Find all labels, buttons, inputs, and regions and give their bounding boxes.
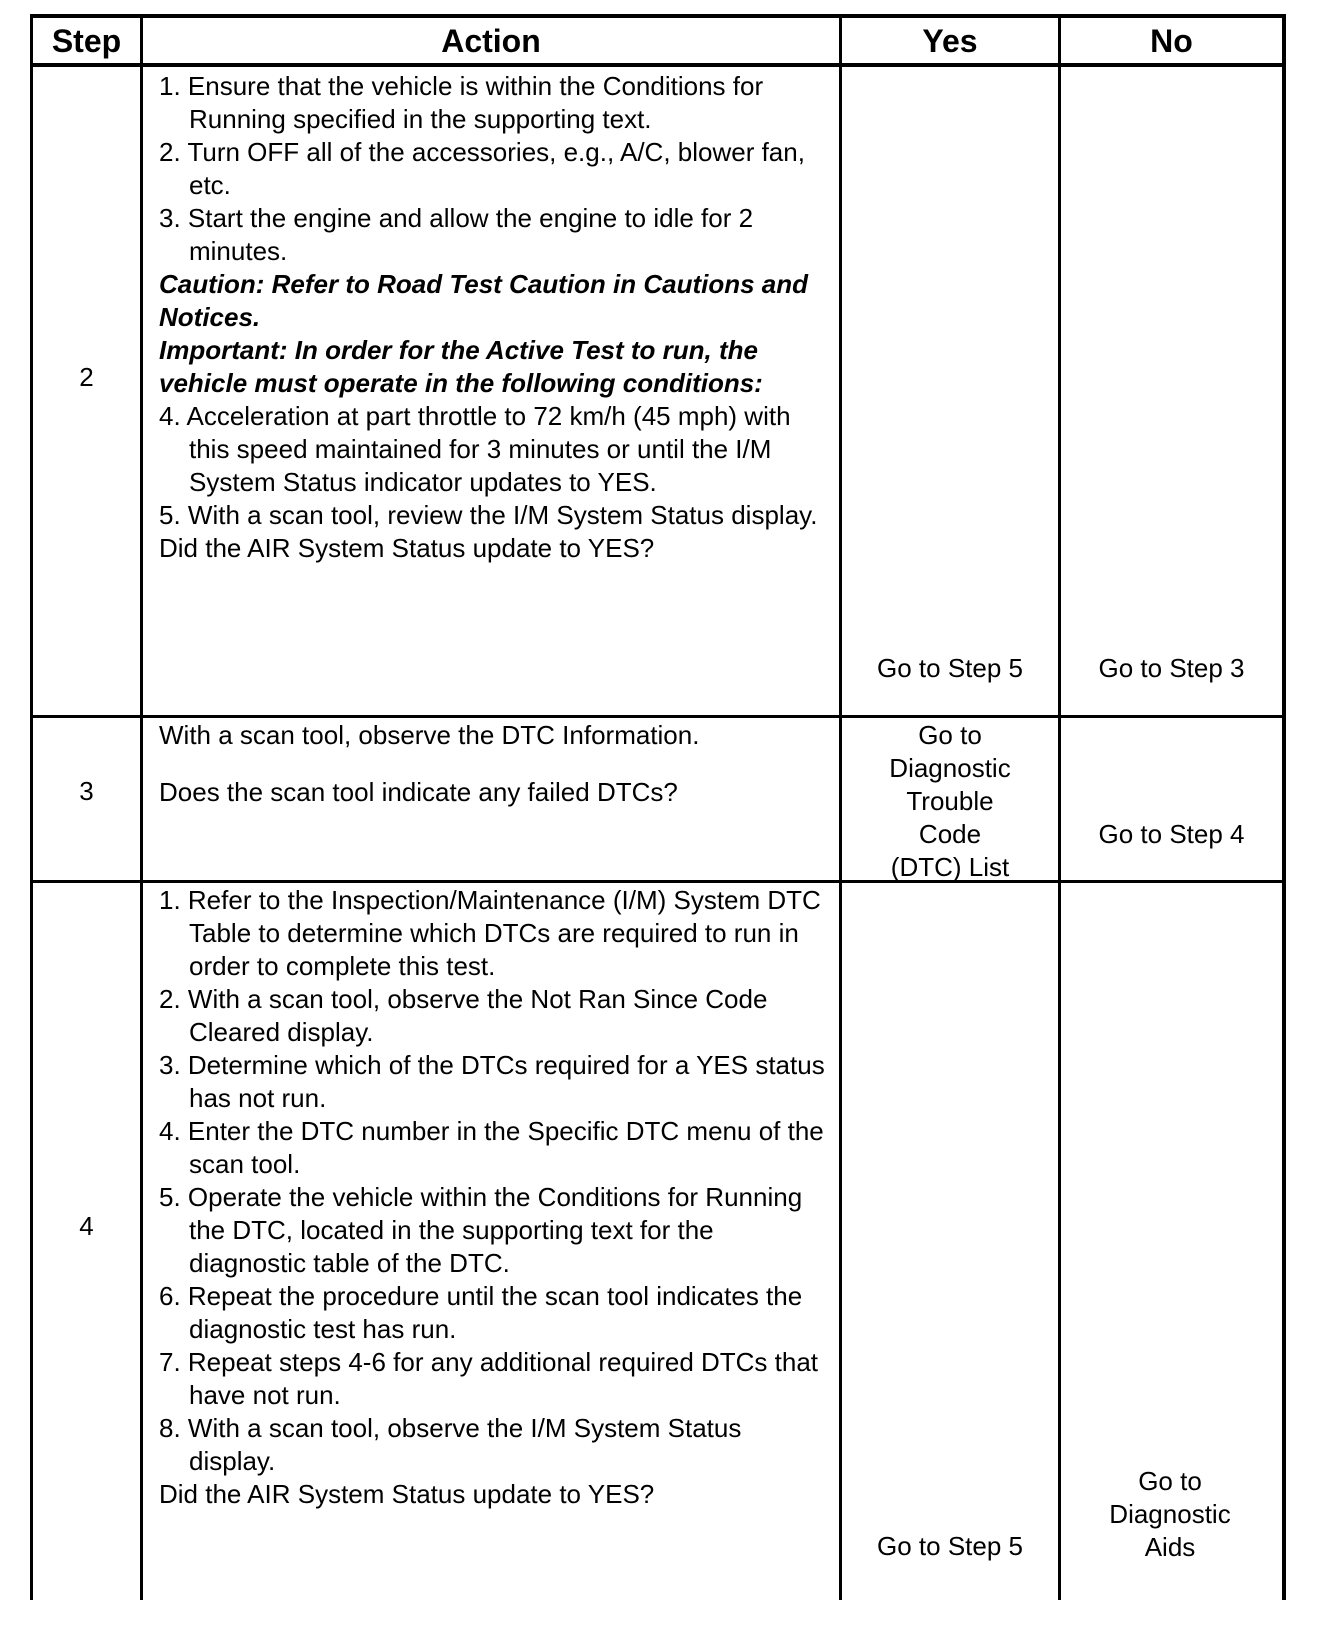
question: Did the AIR System Status update to YES?	[159, 533, 655, 563]
list-item: 4. Acceleration at part throttle to 72 km/h (45 mph) with this speed maintained for 3 minutes or until the I/M System Status indicator updates to YES.	[159, 401, 791, 497]
table-border-left	[30, 14, 33, 1600]
header-action: Action	[441, 23, 541, 59]
list-item: 6. Repeat the procedure until the scan tool indicates the diagnostic test has run.	[159, 1281, 803, 1344]
row-divider	[30, 880, 1286, 883]
yes-result: Go to Step 5	[877, 653, 1023, 683]
list-item: 1. Refer to the Inspection/Maintenance (I/M) System DTC Table to determine which DTCs are required to run in order to complete this test.	[159, 885, 821, 981]
list-item: 1. Ensure that the vehicle is within the Conditions for Running specified in the supporting text.	[159, 71, 764, 134]
caution-note: Caution: Refer to Road Test Caution in Cautions and Notices.	[159, 269, 809, 332]
step-number: 2	[79, 362, 94, 392]
row-divider	[30, 715, 1286, 718]
yes-result: Go to Diagnostic Trouble Code (DTC) List	[889, 720, 1011, 882]
list-item: 2. With a scan tool, observe the Not Ran Since Code Cleared display.	[159, 984, 768, 1047]
column-divider	[1058, 14, 1061, 1600]
list-item: 4. Enter the DTC number in the Specific DTC menu of the scan tool.	[159, 1116, 824, 1179]
important-note: Important: In order for the Active Test to run, the vehicle must operate in the following conditions:	[159, 335, 763, 398]
yes-result: Go to Step 5	[877, 1531, 1023, 1561]
list-item: 2. Turn OFF all of the accessories, e.g., A/C, blower fan, etc.	[159, 137, 805, 200]
column-divider	[839, 14, 842, 1600]
list-item: 8. With a scan tool, observe the I/M System Status display.	[159, 1413, 742, 1476]
list-item: 5. With a scan tool, review the I/M System Status display.	[159, 500, 818, 530]
list-item: 7. Repeat steps 4-6 for any additional required DTCs that have not run.	[159, 1347, 819, 1410]
action-cell	[143, 719, 839, 809]
header-divider	[30, 63, 1286, 67]
action-line: With a scan tool, observe the DTC Information.	[159, 720, 700, 750]
action-cell	[143, 70, 839, 565]
action-cell	[143, 884, 839, 1511]
header-step: Step	[51, 23, 122, 59]
header-no: No	[1150, 23, 1193, 59]
no-result: Go to Step 3	[1098, 653, 1245, 683]
list-item: 5. Operate the vehicle within the Conditions for Running the DTC, located in the supporting text for the diagnostic table of the DTC.	[159, 1182, 803, 1278]
step-number: 3	[79, 776, 94, 806]
list-item: 3. Start the engine and allow the engine to idle for 2 minutes.	[159, 203, 754, 266]
question: Did the AIR System Status update to YES?	[159, 1479, 655, 1509]
table-border-right	[1282, 14, 1286, 1600]
no-result: Go to Diagnostic Aids	[1109, 1466, 1231, 1562]
no-result: Go to Step 4	[1098, 819, 1245, 849]
step-number: 4	[79, 1211, 94, 1241]
question: Does the scan tool indicate any failed DTCs?	[159, 777, 678, 807]
header-yes: Yes	[922, 23, 978, 59]
list-item: 3. Determine which of the DTCs required for a YES status has not run.	[159, 1050, 825, 1113]
